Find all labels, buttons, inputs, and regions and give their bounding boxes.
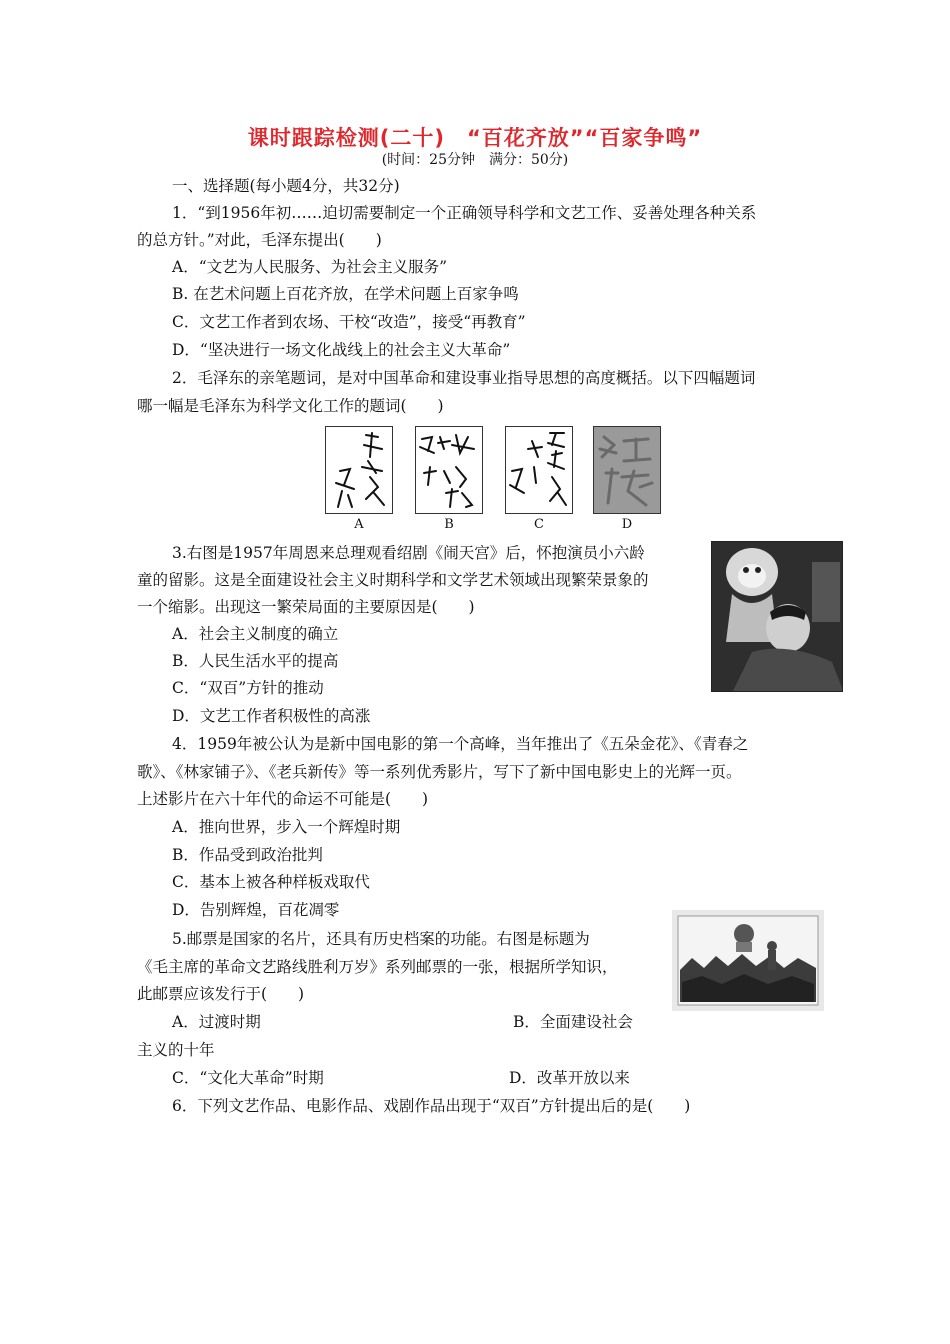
figure-label-b: B [444, 517, 454, 532]
q5-option-d: D．改革开放以来 [509, 1069, 630, 1087]
q1-option-d: D．“坚决进行一场文化战线上的社会主义大革命” [172, 341, 511, 359]
calligraphy-image-a [325, 426, 393, 514]
q1-stem-line1: 1．“到1956年初……迫切需要制定一个正确领导科学和文艺工作、妥善处理各种关系 [172, 204, 757, 222]
figure-label-c: C [534, 517, 544, 532]
q5-stem-line2: 《毛主席的革命文艺路线胜利万岁》系列邮票的一张，根据所学知识， [137, 958, 618, 976]
q1-stem-line2: 的总方针。”对此，毛泽东提出( ) [137, 231, 382, 249]
q4-option-b: B．作品受到政治批判 [172, 846, 323, 864]
zhou-enlai-photo [711, 541, 843, 692]
q2-stem-line2: 哪一幅是毛泽东为科学文化工作的题词( ) [137, 397, 444, 415]
q4-option-a: A．推向世界，步入一个辉煌时期 [172, 818, 401, 836]
q3-option-a: A．社会主义制度的确立 [172, 625, 339, 643]
q4-option-c: C．基本上被各种样板戏取代 [172, 873, 370, 891]
q1-option-c: C．文艺工作者到农场、干校“改造”，接受“再教育” [172, 313, 526, 331]
q5-option-c: C．“文化大革命”时期 [172, 1069, 324, 1087]
q5-stem-line1: 5.邮票是国家的名片，还具有历史档案的功能。右图是标题为 [172, 930, 590, 948]
q4-stem-line1: 4．1959年被公认为是新中国电影的第一个高峰，当年推出了《五朵金花》、《青春之 [172, 735, 749, 753]
q4-option-d: D．告别辉煌，百花凋零 [172, 901, 340, 919]
q3-stem-line2: 童的留影。这是全面建设社会主义时期科学和文学艺术领域出现繁荣景象的 [137, 571, 649, 589]
q5-stem-line3: 此邮票应该发行于( ) [137, 985, 305, 1003]
q5-option-b: B．全面建设社会 [513, 1013, 633, 1031]
page-title: 课时跟踪检测(二十) “百花齐放”“百家争鸣” [247, 126, 703, 150]
q1-option-b: B. 在艺术问题上百花齐放，在学术问题上百家争鸣 [172, 285, 519, 303]
q4-stem-line3: 上述影片在六十年代的命运不可能是( ) [137, 790, 429, 808]
q3-option-b: B．人民生活水平的提高 [172, 652, 339, 670]
calligraphy-image-b [415, 426, 483, 514]
q6-stem-line1: 6．下列文艺作品、电影作品、戏剧作品出现于“双百”方针提出后的是( ) [172, 1097, 691, 1115]
q3-stem-line3: 一个缩影。出现这一繁荣局面的主要原因是( ) [137, 598, 475, 616]
figure-label-d: D [621, 517, 633, 532]
stamp-image [672, 910, 824, 1011]
q2-stem-line1: 2．毛泽东的亲笔题词，是对中国革命和建设事业指导思想的高度概括。以下四幅题词 [172, 369, 756, 387]
q5-option-b-cont: 主义的十年 [137, 1041, 215, 1059]
section-heading: 一、选择题(每小题4分，共32分) [172, 177, 400, 195]
q4-stem-line2: 歌》、《林家铺子》、《老兵新传》等一系列优秀影片，写下了新中国电影史上的光辉一页。 [137, 763, 742, 781]
calligraphy-image-c [505, 426, 573, 514]
q3-stem-line1: 3.右图是1957年周恩来总理观看绍剧《闹天宫》后，怀抱演员小六龄 [172, 544, 645, 562]
q5-option-a: A．过渡时期 [172, 1013, 261, 1031]
q1-option-a: A．“文艺为人民服务、为社会主义服务” [172, 258, 448, 276]
page-subtitle: (时间：25分钟 满分：50分) [381, 152, 569, 168]
q3-option-d: D．文艺工作者积极性的高涨 [172, 707, 371, 725]
q3-option-c: C．“双百”方针的推动 [172, 679, 324, 697]
calligraphy-image-d [593, 426, 661, 514]
figure-label-a: A [354, 517, 364, 532]
